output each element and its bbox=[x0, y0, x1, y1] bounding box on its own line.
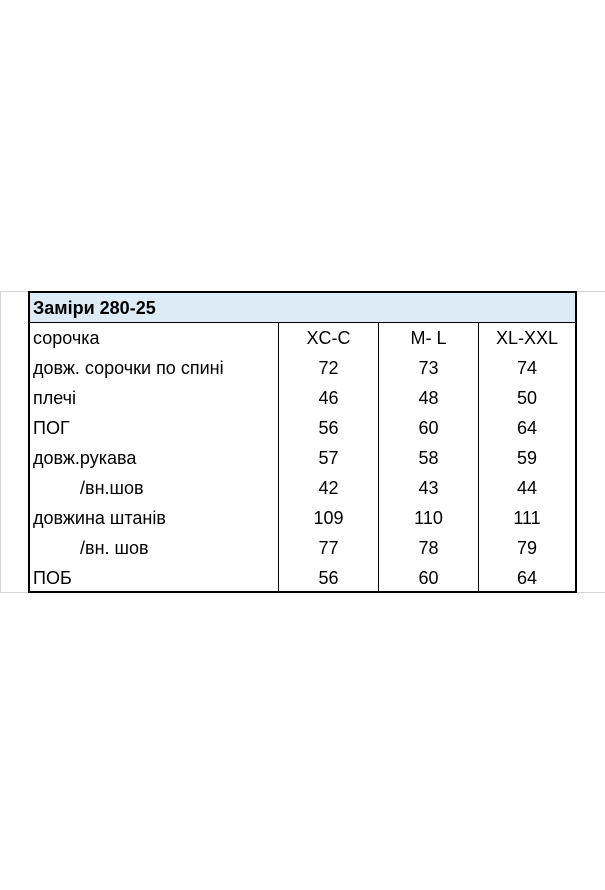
table-row bbox=[30, 563, 575, 593]
value-cell: 56 bbox=[279, 413, 379, 443]
header-size-cell: XL-XXL bbox=[495, 328, 559, 348]
value-cell: 78 bbox=[379, 533, 479, 563]
value-cell: 48 bbox=[379, 383, 479, 413]
table-row bbox=[30, 353, 575, 383]
sheet-gridline-left bbox=[0, 291, 1, 593]
header-label-cell: сорочка bbox=[30, 323, 279, 353]
table-header-row bbox=[30, 323, 575, 353]
row-label-cell: довж.рукава bbox=[30, 443, 279, 473]
table-row bbox=[30, 473, 575, 503]
table-title: Заміри 280-25 bbox=[33, 298, 156, 318]
value-cell: 43 bbox=[379, 473, 479, 503]
value-cell: 79 bbox=[516, 538, 538, 558]
value-cell: 109 bbox=[279, 503, 379, 533]
size-chart-table bbox=[28, 291, 577, 593]
value-cell: 60 bbox=[379, 413, 479, 443]
row-label-cell: ПОГ bbox=[30, 413, 279, 443]
header-size-cell: M- L bbox=[379, 323, 479, 353]
value-cell: 73 bbox=[379, 353, 479, 383]
value-cell: 72 bbox=[279, 353, 379, 383]
value-cell: 59 bbox=[516, 448, 538, 468]
table-row bbox=[30, 443, 575, 473]
row-label-cell: ПОБ bbox=[30, 563, 279, 593]
table-row bbox=[30, 503, 575, 533]
value-cell: 50 bbox=[516, 388, 538, 408]
table-row bbox=[30, 413, 575, 443]
value-cell: 77 bbox=[279, 533, 379, 563]
value-cell: 58 bbox=[379, 443, 479, 473]
value-cell: 42 bbox=[279, 473, 379, 503]
table-row bbox=[30, 383, 575, 413]
value-cell: 56 bbox=[279, 563, 379, 593]
row-label-cell: довжина штанів bbox=[30, 503, 279, 533]
row-label-cell: плечі bbox=[30, 383, 279, 413]
value-cell: 57 bbox=[279, 443, 379, 473]
value-cell: 44 bbox=[516, 478, 538, 498]
value-cell: 110 bbox=[379, 503, 479, 533]
table-row bbox=[30, 533, 575, 563]
value-cell: 46 bbox=[279, 383, 379, 413]
row-label-cell: довж. сорочки по спині bbox=[30, 353, 279, 383]
table-title-row bbox=[30, 293, 575, 323]
value-cell: 64 bbox=[516, 418, 538, 438]
value-cell: 111 bbox=[513, 508, 541, 528]
header-size-cell: XC-C bbox=[279, 323, 379, 353]
value-cell: 60 bbox=[379, 563, 479, 593]
row-label-cell: /вн.шов bbox=[30, 473, 279, 503]
value-cell: 64 bbox=[516, 568, 538, 588]
value-cell: 74 bbox=[516, 358, 538, 378]
row-label-cell: /вн. шов bbox=[30, 533, 279, 563]
